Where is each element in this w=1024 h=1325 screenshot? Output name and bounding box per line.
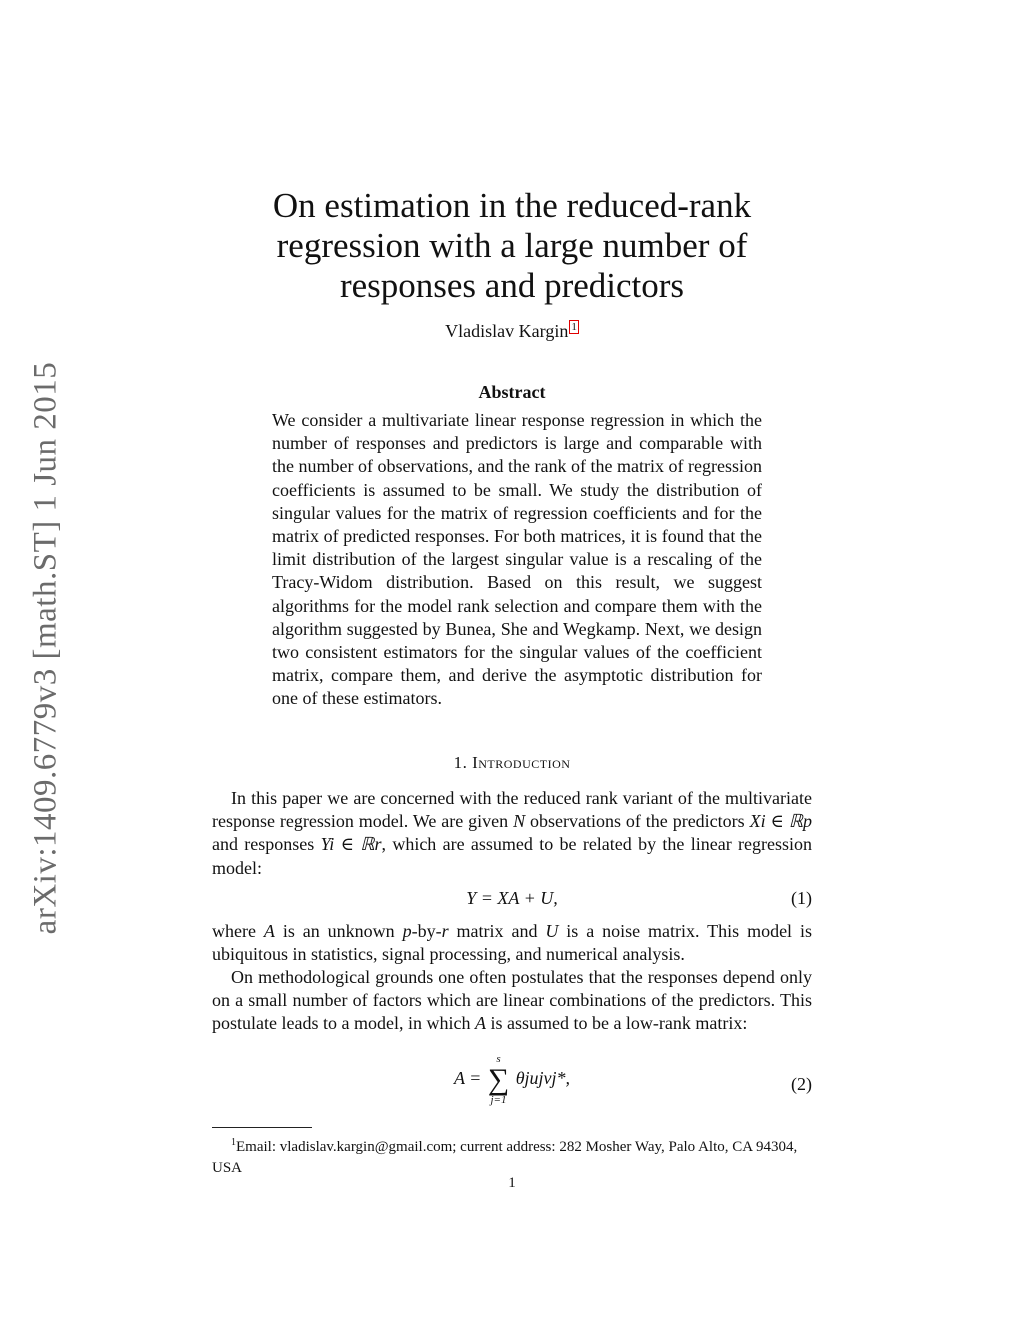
math-inline: N [513,811,526,832]
math-inline: p [402,921,412,941]
footnote [212,1132,812,1179]
author-name: Vladislav Kargin [445,321,569,341]
text: where [212,921,264,941]
equation-2-lhs: A = [453,1068,482,1089]
footnote-mark: 1 [231,1137,236,1148]
equation-1-number: (1) [791,888,812,908]
abstract-heading: Abstract [478,382,546,402]
math-inline: A [263,921,275,941]
sum-lower-limit: j=1 [490,1094,507,1106]
intro-paragraph-2 [212,920,812,966]
text: In this paper we are concerned with the reduced rank variant of the multivariate response regression model. We are given [212,788,812,832]
author-footnote-link[interactable]: 1 [571,321,577,333]
author-line [212,321,812,342]
text: is a noise matrix. This model is ubiquitous in statistics, signal processing, and numerical analysis. [212,921,812,965]
section-number: 1. [453,753,468,772]
paper-title: On estimation in the reduced-rank regression with a large number of responses and predictors [272,186,752,305]
math-inline: U [545,921,559,941]
math-inline: Yi ∈ ℝr [320,834,382,855]
footnote-text: Email: vladislav.kargin@gmail.com; current address: 282 Mosher Way, Palo Alto, CA 94304, USA [212,1139,798,1176]
math-inline: r [441,921,449,941]
text: and responses [212,834,321,855]
footnote-divider [212,1127,312,1128]
text: On methodological grounds one often postulates that the responses depend only on a small number of factors which are linear combinations of the predictors. This postulate leads to a model, in which [212,967,812,1034]
section-title: Introduction [472,753,571,772]
sigma-glyph: ∑ [487,1063,510,1096]
intro-paragraph-1 [212,787,812,880]
text: , which are assumed to be related by the linear regression model: [212,834,812,878]
section-heading [212,753,812,773]
sum-upper-limit: s [496,1053,501,1065]
math-inline: Xi ∈ ℝp [749,811,812,832]
intro-paragraph-3 [212,966,812,1036]
page-number: 1 [508,1175,516,1191]
text: -by- [411,921,442,941]
abstract-body: We consider a multivariate linear response regression in which the number of responses and predictors is large and comparable with the number of observations, and the rank of the matrix of regression coefficients is assumed to be small. We study the distribution of singular values for the matrix of regression coefficients and for the matrix of predicted responses. For both matrices, it is found that the limit distribution of the largest singular value is a rescaling of the Tracy-Widom distribution. Based on this result, we suggest algorithms for the model rank selection and compare them with the algorithm suggested by Bunea, She and Wegkamp. Next, we design two consistent estimators for the singular values of the coefficient matrix, compare them, and derive the asymptotic distribution for one of these estimators. [272,410,762,709]
text: is assumed to be a low-rank matrix: [485,1013,748,1034]
equation-2-number: (2) [791,1074,812,1094]
text: is an unknown [274,921,403,941]
equation-2-body [212,1054,812,1106]
text: matrix and [448,921,546,941]
equation-2-rhs: θjujvj*, [515,1068,571,1089]
math-inline: A [474,1013,486,1034]
text: observations of the predictors [525,811,750,832]
equation-1-body: Y = XA + U, [466,888,558,908]
arxiv-stamp: arXiv:1409.6779v3 [math.ST] 1 Jun 2015 [27,361,64,935]
summation-symbol [488,1054,509,1106]
equation-2 [212,1054,812,1118]
